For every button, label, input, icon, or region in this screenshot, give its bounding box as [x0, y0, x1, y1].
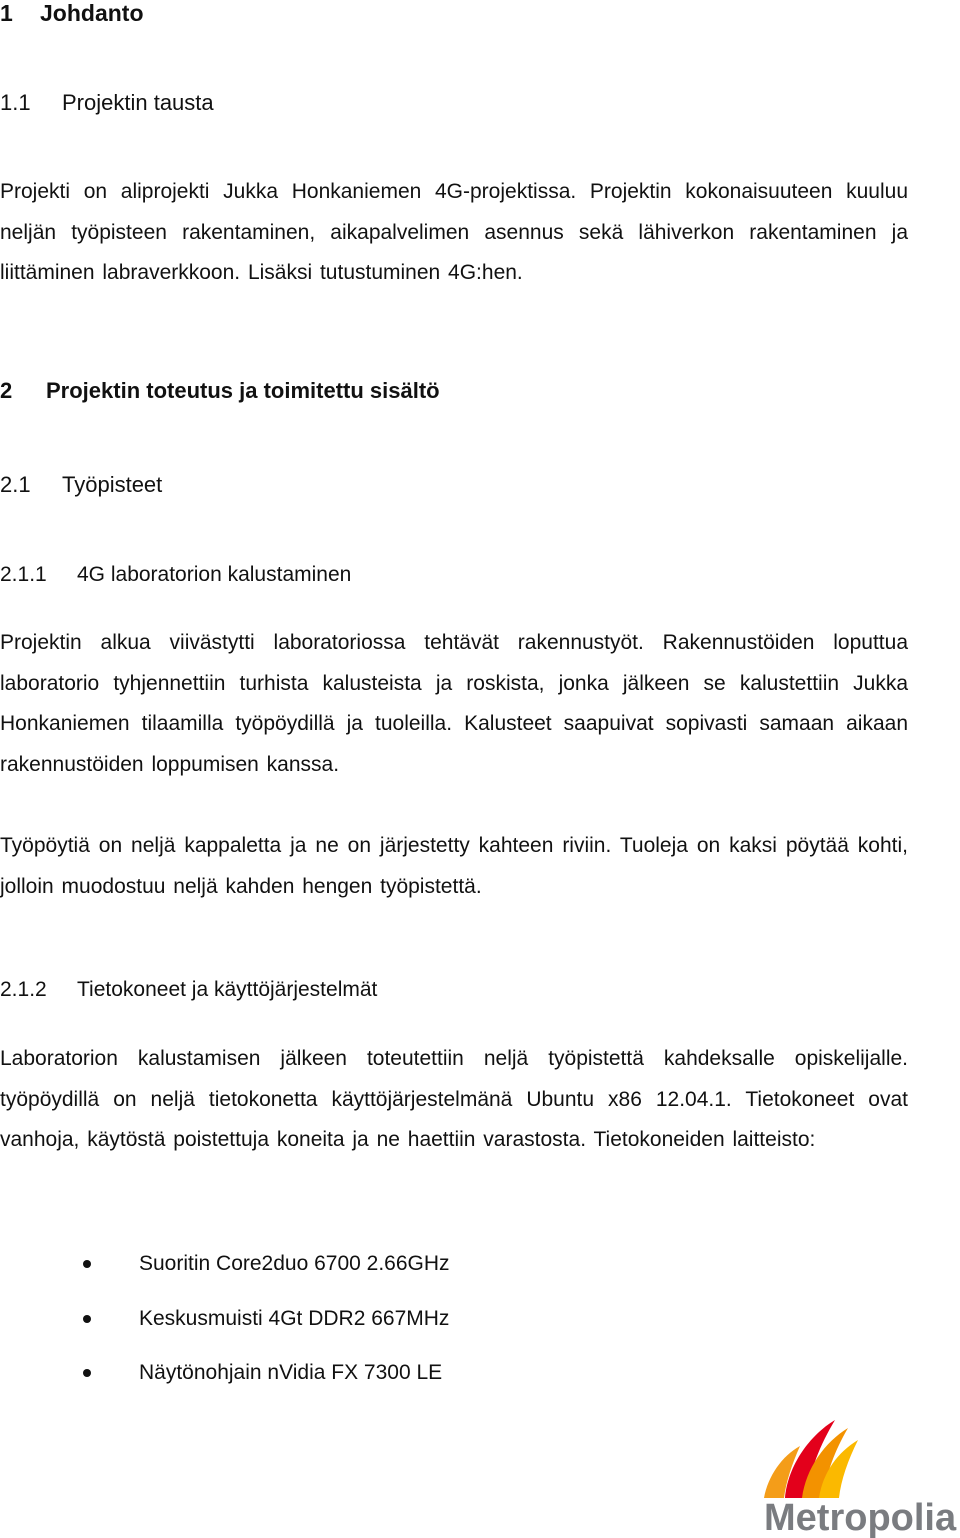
list-item: Suoritin Core2duo 6700 2.66GHz: [0, 1244, 450, 1299]
spec-list: [0, 1244, 450, 1408]
list-item: Keskusmuisti 4Gt DDR2 667MHz: [0, 1299, 450, 1354]
paragraph-kalustaminen: Projektin alkua viivästytti laboratoriossa tehtävät rakennustyöt. Rakennustöiden loputtua laboratorio tyhjennettiin turhista kalusteista ja roskista, jonka jälkeen se kalustettiin Jukka Honkaniemen tilaamilla työpöydillä ja tuoleilla. Kalusteet saapuivat sopivasti samaan aikaan rakennustöiden loppumisen kanssa.: [0, 631, 908, 776]
paragraph-projektin-tausta: Projekti on aliprojekti Jukka Honkaniemen 4G-projektissa. Projektin kokonaisuuteen kuuluu neljän työpisteen rakentaminen, aikapalvelimen asennus sekä lähiverkon rakentaminen ja liittäminen labraverkkoon. Lisäksi tutustuminen 4G:hen.: [0, 180, 908, 284]
heading-projektin-tausta: 1.1 Projektin tausta: [0, 90, 214, 115]
heading-toteutus: 2 Projektin toteutus ja toimitettu sisältö: [0, 378, 440, 403]
paragraph-tietokoneet: Laboratorion kalustamisen jälkeen toteutettiin neljä työpistettä kahdeksalle opiskelijalle. työpöydillä on neljä tietokonetta käyttöjärjestelmänä Ubuntu x86 12.04.1. Tietokoneet ovat vanhoja, käytöstä poistettuja koneita ja ne haettiin varastosta. Tietokoneiden laitteisto:: [0, 1047, 908, 1151]
paragraph-tyopoydat: Työpöytiä on neljä kappaletta ja ne on järjestetty kahteen riviin. Tuoleja on kaksi pöytää kohti, jolloin muodostuu neljä kahden hengen työpistettä.: [0, 834, 908, 898]
logo-flame-icon: [764, 1420, 858, 1498]
logo-wordmark: Metropolia: [764, 1497, 957, 1538]
heading-tietokoneet: 2.1.2 Tietokoneet ja käyttöjärjestelmät: [0, 978, 378, 1001]
metropolia-logo: [740, 1410, 960, 1538]
heading-johdanto: 1 Johdanto: [0, 0, 144, 26]
bullet-icon: [83, 1315, 91, 1323]
heading-kalustaminen: 2.1.1 4G laboratorion kalustaminen: [0, 563, 352, 586]
bullet-icon: [83, 1260, 91, 1268]
bullet-icon: [83, 1369, 91, 1377]
heading-tyopisteet: 2.1 Työpisteet: [0, 472, 163, 497]
list-item: Näytönohjain nVidia FX 7300 LE: [0, 1353, 450, 1408]
